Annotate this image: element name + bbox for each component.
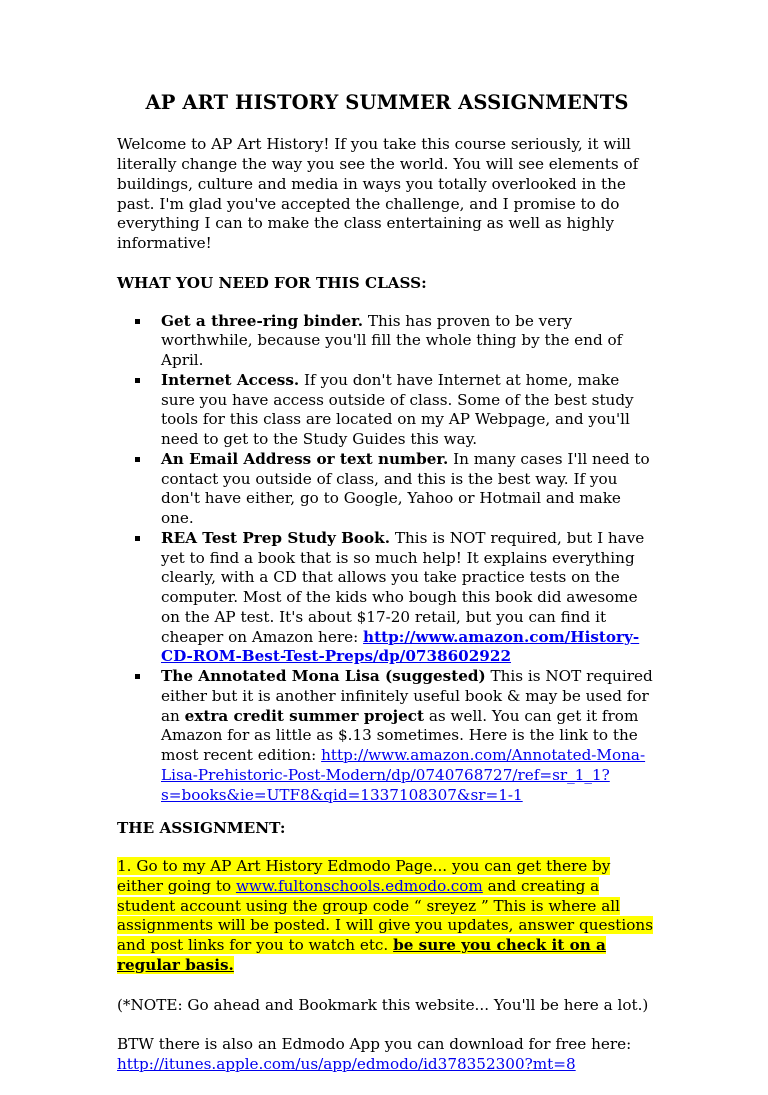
assignment-heading: THE ASSIGNMENT:	[117, 819, 286, 838]
assignment-paragraph	[117, 857, 657, 976]
btw-paragraph	[117, 1035, 657, 1075]
edmodo-link[interactable]: www.fultonschools.edmodo.com	[235, 876, 483, 895]
item-text: This is NOT required either but it is another infinitely useful book & may be used for an	[161, 667, 653, 725]
edmodo-app-link[interactable]: http://itunes.apple.com/us/app/edmodo/id378352300?mt=8	[117, 1055, 576, 1074]
item-bold: The Annotated Mona Lisa (suggested)	[161, 667, 486, 686]
list-item	[161, 529, 657, 667]
page-title: AP ART HISTORY SUMMER ASSIGNMENTS	[145, 91, 629, 114]
list-item	[161, 371, 657, 450]
bullet-icon	[135, 536, 140, 541]
item-text-2: as well. You can get it from Amazon for as little as $.13 sometimes. Here is the link to the most recent edition:	[161, 706, 639, 765]
bullet-icon	[135, 674, 140, 679]
item-bold: Get a three-ring binder.	[161, 311, 364, 330]
need-heading: WHAT YOU NEED FOR THIS CLASS:	[117, 273, 427, 292]
list-item	[161, 312, 657, 371]
bullet-icon	[135, 319, 140, 324]
bullet-icon	[135, 457, 140, 462]
item-text: If you don't have Internet at home, make sure you have access outside of class. Some of the best study tools for this class are located on my AP Webpage, and you'll need to get to the Study Guides this way.	[161, 370, 634, 449]
extra-credit-text: extra credit summer project	[184, 706, 424, 725]
item-bold: An Email Address or text number.	[161, 449, 449, 468]
item-bold: Internet Access.	[161, 370, 300, 389]
assignment-text-2: and creating a student account using the group code “ sreyez ” This is where all assignments will be posted. I will give you updates, answer questions and post links for you to watch etc.	[117, 876, 653, 955]
intro-paragraph: Welcome to AP Art History! If you take this course seriously, it will literally change the way you see the world. You will see elements of buildings, culture and media in ways you totally overlooked in the past. I'm glad you've accepted the challenge, and I promise to do everything I can to make the class entertaining as well as highly informative!	[117, 135, 639, 253]
item-text: This has proven to be very worthwhile, because you'll fill the whole thing by the end of April.	[161, 311, 623, 370]
item-bold: REA Test Prep Study Book.	[161, 528, 390, 547]
bullet-icon	[135, 378, 140, 383]
item-text: This is NOT required, but I have yet to find a book that is so much help! It explains everything clearly, with a CD that allows you take practice tests on the computer. Most of the kids who bough this book did awesome on the AP test. It's about $17-20 retail, but you can find it cheaper on Amazon here:	[161, 528, 645, 646]
list-item	[161, 667, 657, 805]
document-body	[117, 90, 657, 1095]
btw-text: BTW there is also an Edmodo App you can download for free here:	[117, 1035, 632, 1054]
needs-list	[117, 312, 657, 806]
list-item	[161, 450, 657, 529]
assignment-text-1: 1. Go to my AP Art History Edmodo Page... you can get there by either going to	[117, 857, 611, 895]
mona-lisa-link[interactable]: http://www.amazon.com/Annotated-Mona-Lisa-Prehistoric-Post-Modern/dp/0740768727/ref=sr_1_1?s=books&ie=UTF8&qid=1337108307&sr=1-1	[161, 746, 646, 804]
rea-book-link[interactable]: http://www.amazon.com/History-CD-ROM-Best-Test-Preps/dp/0738602922	[161, 627, 640, 666]
item-text: In many cases I'll need to contact you outside of class, and this is the best way. If you don't have either, go to Google, Yahoo or Hotmail and make one.	[161, 449, 650, 528]
assignment-emphasis: be sure you check it on a regular basis.	[117, 936, 606, 974]
bookmark-note: (*NOTE: Go ahead and Bookmark this website... You'll be here a lot.)	[117, 995, 649, 1014]
